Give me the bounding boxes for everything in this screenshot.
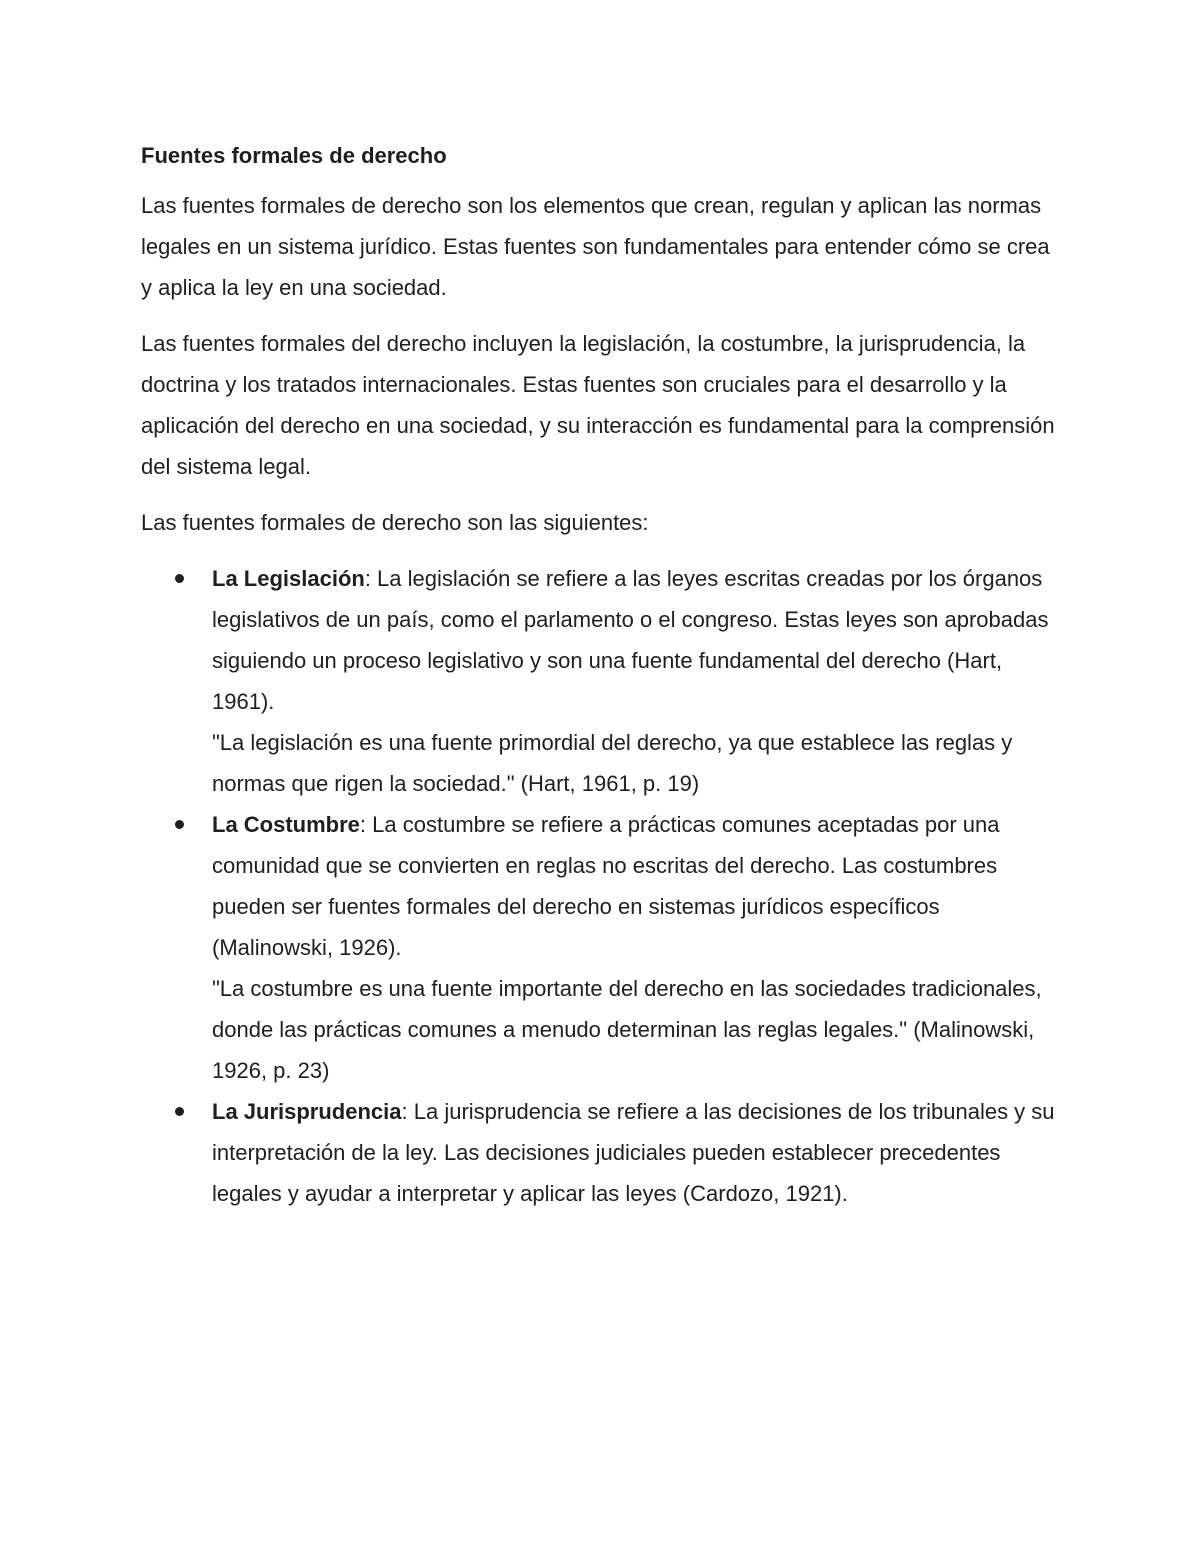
sources-list [141,558,1061,1214]
list-intro-paragraph: Las fuentes formales de derecho son las siguientes: [141,510,649,535]
item-quote: "La legislación es una fuente primordial del derecho, ya que establece las reglas y normas que rigen la sociedad." (Hart, 1961, p. 19) [212,730,1013,796]
document-title: Fuentes formales de derecho [141,143,447,168]
sources-paragraph: Las fuentes formales del derecho incluyen la legislación, la costumbre, la jurisprudencia, la doctrina y los tratados internacionales. Estas fuentes son cruciales para el desarrollo y la aplicación del derecho en una sociedad, y su interacción es fundamental para la comprensión del sistema legal. [141,331,1055,479]
intro-paragraph: Las fuentes formales de derecho son los elementos que crean, regulan y aplican las normas legales en un sistema jurídico. Estas fuentes son fundamentales para entender cómo se crea y aplica la ley en una sociedad. [141,193,1050,300]
item-text: : La costumbre se refiere a prácticas comunes aceptadas por una comunidad que se convierten en reglas no escritas del derecho. Las costumbres pueden ser fuentes formales del derecho en sistemas jurídicos específicos (Malinowski, 1926). [212,812,1000,960]
item-text: : La legislación se refiere a las leyes escritas creadas por los órganos legislativos de un país, como el parlamento o el congreso. Estas leyes son aprobadas siguiendo un proceso legislativo y son una fuente fundamental del derecho (Hart, 1961). [212,566,1049,714]
item-quote: "La costumbre es una fuente importante del derecho en las sociedades tradicionales, donde las prácticas comunes a menudo determinan las reglas legales." (Malinowski, 1926, p. 23) [212,976,1042,1083]
item-term: La Legislación [212,566,365,591]
item-term: La Costumbre [212,812,360,837]
bullet-icon [175,1107,184,1116]
document-page [141,141,1061,1214]
list-item-legislacion [141,558,1061,804]
bullet-icon [175,574,184,583]
bullet-icon [175,820,184,829]
item-term: La Jurisprudencia [212,1099,402,1124]
item-text: : La jurisprudencia se refiere a las decisiones de los tribunales y su interpretación de la ley. Las decisiones judiciales pueden establecer precedentes legales y ayudar a interpretar y aplicar las leyes (Cardozo, 1921). [212,1099,1055,1206]
list-item-costumbre [141,804,1061,1091]
list-item-jurisprudencia [141,1091,1061,1214]
